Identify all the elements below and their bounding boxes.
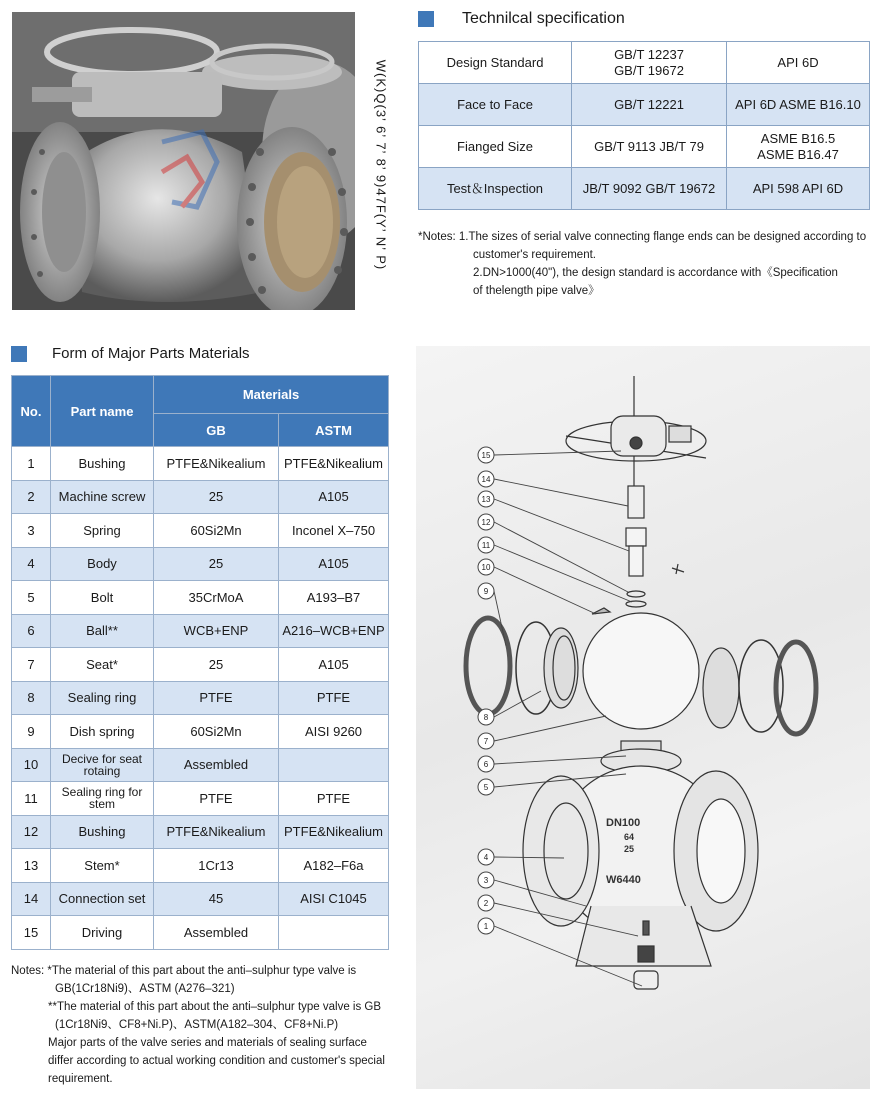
- callout-label: 8: [483, 713, 489, 722]
- part-no: 9: [12, 715, 51, 749]
- part-astm-material: PTFE: [279, 782, 389, 816]
- part-name: Spring: [51, 514, 154, 548]
- part-name: Sealing ring for stem: [51, 782, 154, 816]
- ball-part: [583, 613, 699, 729]
- callout-leader: [494, 716, 606, 741]
- part-gb-material: 25: [154, 547, 279, 581]
- part-astm-material: Inconel X–750: [279, 514, 389, 548]
- parts-note-line: differ according to actual working condition and customer's special: [48, 1055, 385, 1067]
- parts-note-line: Notes: *The material of this part about the anti–sulphur type valve is: [11, 965, 357, 977]
- parts-row: [12, 447, 389, 481]
- exploded-diagram: [416, 346, 870, 1089]
- callout-label: 10: [481, 563, 491, 572]
- body-mark-model: W6440: [606, 874, 641, 886]
- part-no: 3: [12, 514, 51, 548]
- part-name: Bushing: [51, 815, 154, 849]
- part-name: Sealing ring: [51, 681, 154, 715]
- spec-section-header: [418, 10, 625, 28]
- parts-row: [12, 648, 389, 682]
- section-square-icon: [418, 11, 434, 27]
- spec-gb: GB/T 12221: [572, 84, 727, 126]
- part-astm-material: PTFE&Nikealium: [279, 447, 389, 481]
- part-gb-material: PTFE: [154, 681, 279, 715]
- part-name: Ball**: [51, 614, 154, 648]
- spec-note-line: customer's requirement.: [473, 249, 596, 261]
- spec-gb: GB/T 9113 JB/T 79: [572, 126, 727, 168]
- part-name: Connection set: [51, 882, 154, 916]
- vertical-model-code: W(K)Q(3’ 6’ 7’ 8’ 9)47F(Y’ N’ P): [373, 59, 389, 271]
- callout-leader: [494, 499, 629, 551]
- part-gb-material: 25: [154, 480, 279, 514]
- spec-note-line: *Notes: 1.The sizes of serial valve connecting flange ends can be designed according to: [418, 231, 867, 243]
- part-no: 12: [12, 815, 51, 849]
- part-name: Driving: [51, 916, 154, 950]
- spec-row: [419, 42, 870, 84]
- header-gb: GB: [154, 414, 279, 447]
- header-materials: Materials: [154, 376, 389, 414]
- part-no: 2: [12, 480, 51, 514]
- part-no: 13: [12, 849, 51, 883]
- callout-leader: [494, 522, 628, 592]
- part-astm-material: A182–F6a: [279, 849, 389, 883]
- spec-api: API 6D: [727, 42, 870, 84]
- header-astm: ASTM: [279, 414, 389, 447]
- part-gb-material: 1Cr13: [154, 849, 279, 883]
- parts-row: [12, 849, 389, 883]
- parts-row: [12, 614, 389, 648]
- callout-label: 11: [481, 541, 491, 550]
- part-gb-material: 25: [154, 648, 279, 682]
- spec-api: API 598 API 6D: [727, 168, 870, 210]
- part-astm-material: A105: [279, 480, 389, 514]
- spec-row: [419, 126, 870, 168]
- spec-table: [418, 41, 870, 210]
- spec-gb: GB/T 12237 GB/T 19672: [572, 42, 727, 84]
- header-no: No.: [12, 376, 51, 447]
- part-gb-material: PTFE: [154, 782, 279, 816]
- part-name: Decive for seat rotaing: [51, 748, 154, 782]
- part-no: 6: [12, 614, 51, 648]
- body-mark-dn: DN100: [606, 817, 641, 829]
- callout-label: 13: [481, 495, 491, 504]
- parts-row: [12, 748, 389, 782]
- callout-leader: [494, 567, 596, 614]
- exploded-valve-drawing: [416, 346, 870, 1089]
- part-astm-material: PTFE&Nikealium: [279, 815, 389, 849]
- parts-row: [12, 581, 389, 615]
- stem-part: [626, 528, 684, 576]
- part-gb-material: PTFE&Nikealium: [154, 815, 279, 849]
- product-photo: [12, 12, 355, 310]
- spec-notes: [418, 228, 876, 300]
- parts-note-line: Major parts of the valve series and materials of sealing surface: [48, 1037, 367, 1049]
- callout-label: 12: [481, 518, 491, 527]
- spec-note-line: of thelength pipe valve》: [473, 285, 600, 297]
- parts-row: [12, 782, 389, 816]
- parts-note-line: requirement.: [48, 1073, 113, 1085]
- part-gb-material: WCB+ENP: [154, 614, 279, 648]
- handwheel-gearbox-part: [566, 376, 706, 486]
- part-name: Body: [51, 547, 154, 581]
- spec-row: [419, 168, 870, 210]
- part-name: Seat*: [51, 648, 154, 682]
- callout-label: 6: [483, 760, 489, 769]
- part-name: Machine screw: [51, 480, 154, 514]
- section-square-icon: [11, 346, 27, 362]
- part-no: 15: [12, 916, 51, 950]
- parts-row: [12, 916, 389, 950]
- parts-row: [12, 480, 389, 514]
- callout-label: 4: [483, 853, 489, 862]
- part-gb-material: 35CrMoA: [154, 581, 279, 615]
- spec-api: ASME B16.5 ASME B16.47: [727, 126, 870, 168]
- part-no: 14: [12, 882, 51, 916]
- parts-row: [12, 547, 389, 581]
- callout-label: 5: [483, 783, 489, 792]
- parts-title: Form of Major Parts Materials: [52, 345, 250, 362]
- parts-notes: [11, 962, 401, 1088]
- part-astm-material: AISI C1045: [279, 882, 389, 916]
- part-astm-material: A105: [279, 648, 389, 682]
- part-name: Dish spring: [51, 715, 154, 749]
- callout-label: 14: [481, 475, 491, 484]
- spec-label: Design Standard: [419, 42, 572, 84]
- part-no: 1: [12, 447, 51, 481]
- callout-label: 15: [481, 451, 491, 460]
- part-no: 11: [12, 782, 51, 816]
- parts-note-line: **The material of this part about the anti–sulphur type valve is GB: [48, 1001, 382, 1013]
- part-no: 7: [12, 648, 51, 682]
- spec-label: Test＆Inspection: [419, 168, 572, 210]
- body-mark-pn: 64: [624, 832, 635, 842]
- spec-row: [419, 84, 870, 126]
- part-astm-material: AISI 9260: [279, 715, 389, 749]
- part-gb-material: 60Si2Mn: [154, 715, 279, 749]
- part-no: 10: [12, 748, 51, 782]
- part-astm-material: A193–B7: [279, 581, 389, 615]
- seat-part: [544, 628, 578, 708]
- part-no: 5: [12, 581, 51, 615]
- parts-row: [12, 681, 389, 715]
- part-gb-material: PTFE&Nikealium: [154, 447, 279, 481]
- part-astm-material: PTFE: [279, 681, 389, 715]
- parts-row: [12, 882, 389, 916]
- part-no: 8: [12, 681, 51, 715]
- part-no: 4: [12, 547, 51, 581]
- callout-leader: [494, 479, 628, 506]
- part-gb-material: Assembled: [154, 748, 279, 782]
- part-astm-material: [279, 916, 389, 950]
- callout-label: 9: [483, 587, 489, 596]
- parts-row: [12, 514, 389, 548]
- parts-table: [11, 375, 389, 950]
- spec-label: Fianged Size: [419, 126, 572, 168]
- parts-note-line: GB(1Cr18Ni9)、ASTM (A276–321): [55, 983, 235, 995]
- parts-section-header: [11, 345, 250, 362]
- part-gb-material: Assembled: [154, 916, 279, 950]
- callout-label: 7: [483, 737, 489, 746]
- body-mark-size: 25: [624, 844, 635, 854]
- part-gb-material: 45: [154, 882, 279, 916]
- part-name: Stem*: [51, 849, 154, 883]
- body-part: [523, 766, 758, 966]
- parts-note-line: (1Cr18Ni9、CF8+Ni.P)、ASTM(A182–304、CF8+Ni.P): [55, 1019, 339, 1031]
- spec-api: API 6D ASME B16.10: [727, 84, 870, 126]
- part-gb-material: 60Si2Mn: [154, 514, 279, 548]
- spec-label: Face to Face: [419, 84, 572, 126]
- spec-title: Technilcal specification: [462, 10, 625, 27]
- part-astm-material: [279, 748, 389, 782]
- spec-gb: JB/T 9092 GB/T 19672: [572, 168, 727, 210]
- connection-set-part: [628, 486, 644, 518]
- valve-photo-illustration: [12, 12, 355, 310]
- parts-row: [12, 715, 389, 749]
- callout-label: 3: [483, 876, 489, 885]
- callout-leader: [494, 545, 632, 602]
- callout-label: 2: [483, 899, 489, 908]
- spec-note-line: 2.DN>1000(40"), the design standard is accordance with《Specification: [473, 267, 838, 279]
- header-part-name: Part name: [51, 376, 154, 447]
- part-name: Bolt: [51, 581, 154, 615]
- parts-row: [12, 815, 389, 849]
- part-astm-material: A216–WCB+ENP: [279, 614, 389, 648]
- callout-leader: [494, 451, 621, 455]
- callout-label: 1: [483, 922, 489, 931]
- part-name: Bushing: [51, 447, 154, 481]
- part-astm-material: A105: [279, 547, 389, 581]
